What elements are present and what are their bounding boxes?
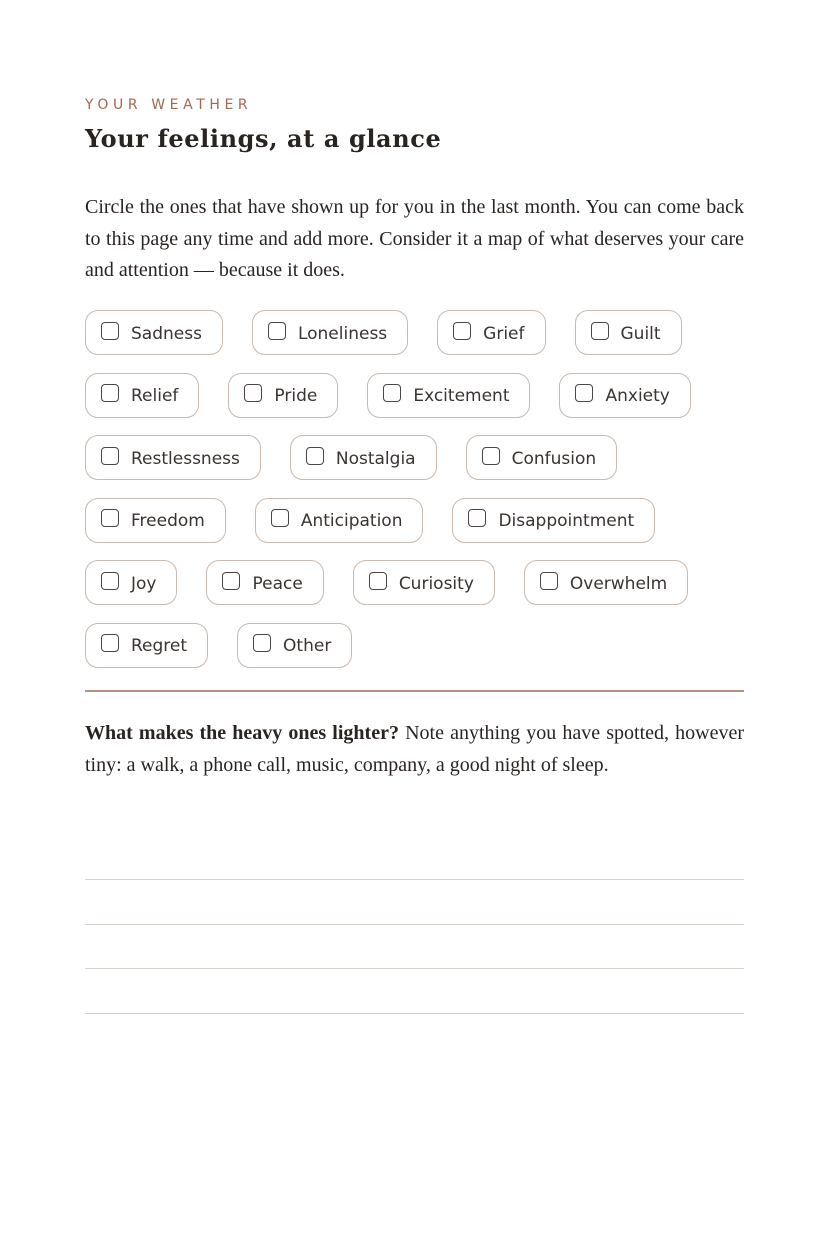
feeling-chip-pride[interactable] [228,373,338,418]
checkbox-icon[interactable] [306,447,324,465]
feeling-label: Excitement [413,386,510,406]
feeling-chip-peace[interactable] [206,560,323,605]
feeling-label: Relief [131,386,179,406]
feeling-label: Anticipation [300,511,403,531]
checkbox-icon[interactable] [591,322,609,340]
feeling-label: Grief [483,323,525,344]
feeling-label: Peace [252,573,303,594]
feeling-chip-relief[interactable] [85,373,199,418]
checkbox-icon[interactable] [468,509,486,527]
checkbox-icon[interactable] [540,572,558,590]
feelings-row [85,373,744,418]
page-title: Your feelings, at a glance [85,124,442,153]
feelings-checklist [85,310,744,685]
feeling-chip-anticipation[interactable] [255,498,424,543]
checkbox-icon[interactable] [271,509,289,527]
feeling-label: Anxiety [605,386,670,406]
feeling-chip-restlessness[interactable] [85,435,261,480]
checkbox-icon[interactable] [244,384,262,402]
feeling-chip-guilt[interactable] [575,310,682,355]
prompt-body: Note anything you have spotted, however tiny: a walk, a phone call, music, company, a good night of sleep. [85,722,744,776]
feeling-label: Other [283,636,332,656]
checkbox-icon[interactable] [101,509,119,527]
section-divider [85,690,744,692]
checkbox-icon[interactable] [453,322,471,340]
feelings-row [85,623,744,668]
feeling-label: Joy [131,573,157,594]
section-eyebrow: YOUR WEATHER [85,97,253,113]
feelings-row [85,310,744,355]
checkbox-icon[interactable] [383,384,401,402]
feeling-chip-anxiety[interactable] [559,373,690,418]
checkbox-icon[interactable] [222,572,240,590]
checkbox-icon[interactable] [101,447,119,465]
feeling-label: Restlessness [131,448,240,469]
feelings-row [85,560,744,605]
reflection-prompt [85,718,744,781]
checkbox-icon[interactable] [101,634,119,652]
feeling-chip-freedom[interactable] [85,498,226,543]
feeling-label: Pride [274,386,318,406]
writing-line[interactable] [85,924,744,925]
feeling-label: Nostalgia [335,448,416,469]
feeling-chip-regret[interactable] [85,623,208,668]
feeling-label: Sadness [131,323,202,344]
checkbox-icon[interactable] [101,322,119,340]
feelings-row [85,435,744,480]
feeling-chip-excitement[interactable] [367,373,530,418]
feeling-label: Curiosity [398,573,474,594]
feeling-chip-overwhelm[interactable] [524,560,688,605]
writing-line[interactable] [85,1013,744,1014]
checkbox-icon[interactable] [268,322,286,340]
checkbox-icon[interactable] [101,384,119,402]
feeling-chip-disappointment[interactable] [452,498,655,543]
feeling-label: Confusion [511,448,597,469]
writing-area[interactable] [85,879,744,1057]
intro-paragraph: Circle the ones that have shown up for you in the last month. You can come back to this page any time and add more. Consider it a map of what deserves your care and attention — because it does. [85,196,744,281]
feeling-label: Disappointment [498,511,635,531]
feeling-chip-joy[interactable] [85,560,177,605]
feeling-chip-curiosity[interactable] [353,560,495,605]
feeling-label: Regret [131,636,188,656]
checkbox-icon[interactable] [575,384,593,402]
feeling-chip-nostalgia[interactable] [290,435,437,480]
feeling-chip-confusion[interactable] [466,435,618,480]
feeling-label: Overwhelm [569,573,668,594]
prompt-question: What makes the heavy ones lighter? [85,722,399,744]
checkbox-icon[interactable] [369,572,387,590]
feeling-chip-sadness[interactable] [85,310,223,355]
writing-line[interactable] [85,968,744,969]
feeling-label: Loneliness [297,323,388,344]
feelings-row [85,498,744,543]
writing-line[interactable] [85,879,744,880]
feeling-label: Freedom [131,511,205,531]
checkbox-icon[interactable] [101,572,119,590]
feeling-chip-grief[interactable] [437,310,545,355]
feeling-label: Guilt [620,323,661,344]
checkbox-icon[interactable] [482,447,500,465]
checkbox-icon[interactable] [253,634,271,652]
feeling-chip-loneliness[interactable] [252,310,408,355]
feeling-chip-other[interactable] [237,623,352,668]
